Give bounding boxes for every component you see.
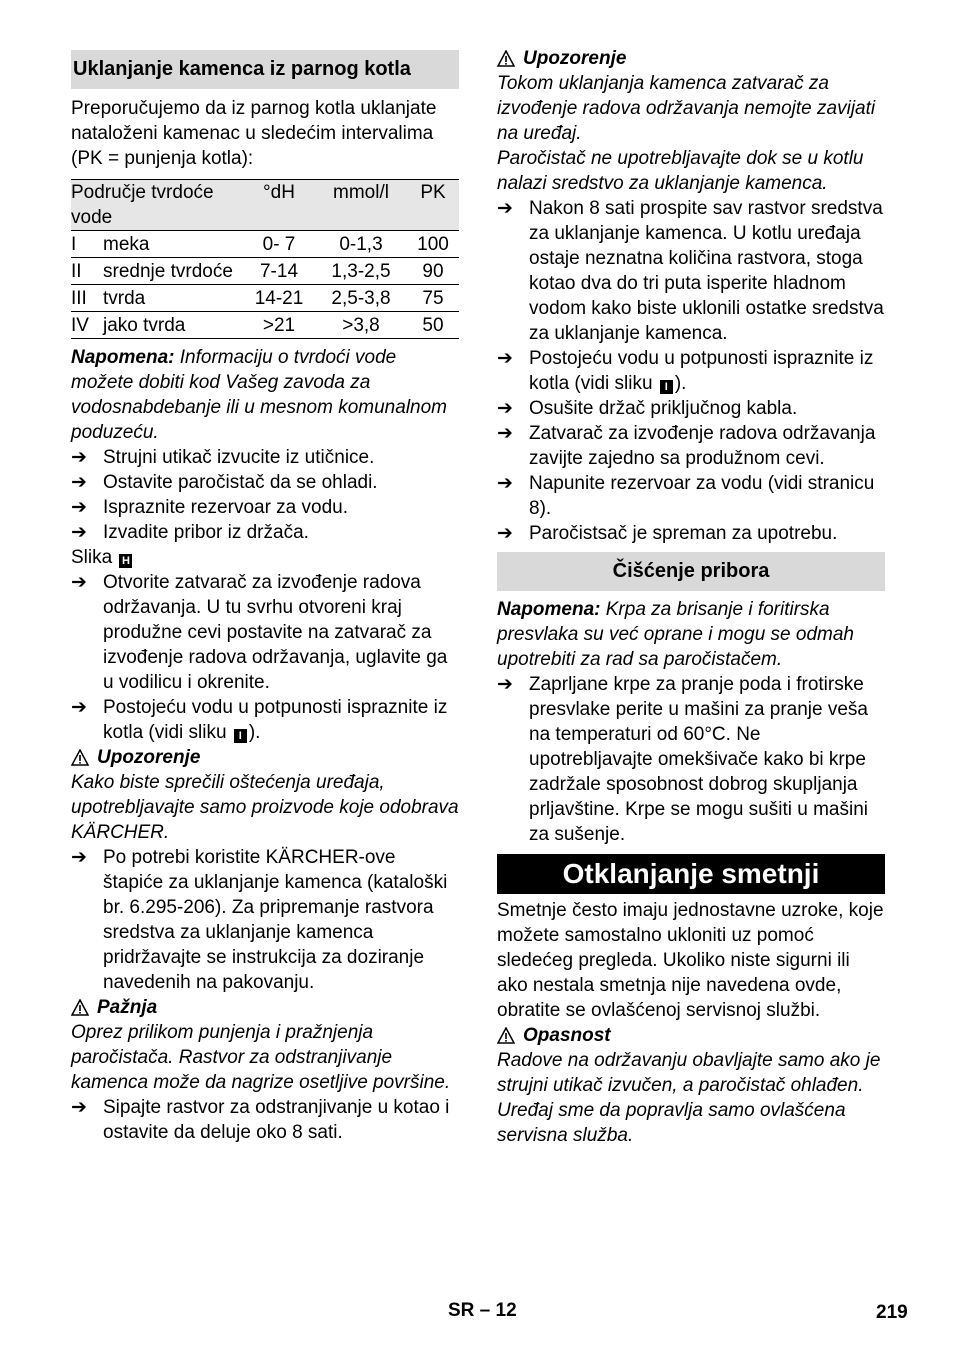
list-item [497,471,885,521]
arrow-icon: ➔ [497,348,513,369]
danger-heading [497,1023,885,1048]
step-text: Zatvarač za izvođenje radova održavanja zavijte zajedno sa produžnom cevi. [529,423,876,469]
figure-i-icon: I [660,380,673,394]
table-cell: >21 [243,312,315,339]
note-paragraph [497,597,885,672]
table-row [71,285,459,312]
list-item [71,695,459,745]
step-text: Po potrebi koristite KÄRCHER-ove štapiće za uklanjanje kamenca (kataloški br. 6.295-206). Za pripremanje rastvora sredstva za uklanjanje kamenca pridržavajte se instrukcija za doziranje navedenih na pakovanju. [103,847,448,993]
arrow-icon: ➔ [71,472,87,493]
arrow-icon: ➔ [497,423,513,444]
section-heading-descaling: Uklanjanje kamenca iz parnog kotla [71,50,459,89]
figure-reference [71,545,459,570]
table-row [71,312,459,339]
arrow-icon: ➔ [71,697,87,718]
page-number: 219 [876,1302,908,1323]
table-cell: 75 [407,285,459,312]
water-hardness-table [71,179,459,339]
table-cell: jako tvrda [103,312,243,339]
table-header-row [71,180,459,231]
table-row [71,258,459,285]
danger-title: Opasnost [523,1025,611,1046]
warning-heading [71,745,459,770]
figure-i-icon: I [234,729,247,743]
step-text: Otvorite zatvarač za izvođenje radova održavanja. U tu svrhu otvoreni kraj produžne cevi postavite na zatvarač za izvođenje radova održavanja, uglavite ga u vodilicu i okrenite. [103,572,448,693]
arrow-icon: ➔ [497,473,513,494]
step-text: Zaprljane krpe za pranje poda i frotirske presvlake perite u mašini za pranje veša na temperaturi od 60°C. Ne upotrebljavajte omekšivače kako bi krpe zadržale sposobnost dobrog skupljanja prljavštine. Krpe se mogu sušiti u mašini za sušenje. [529,674,869,845]
list-item [497,196,885,346]
list-item [497,421,885,471]
note-text: Informaciju o tvrdoći vode možete dobiti kod Vašeg zavoda za vodosnabdebanje ili u mesnom komunalnom poduzeću. [71,347,448,443]
table-cell: tvrda [103,285,243,312]
note-text: Krpa za brisanje i foritirska presvlaka su već oprane i mogu se odmah upotrebiti za rad sa paročistačem. [497,599,854,670]
warning-title: Upozorenje [97,747,201,768]
list-item [71,1095,459,1145]
arrow-icon: ➔ [71,447,87,468]
list-item [497,521,885,546]
table-cell: III [71,285,103,312]
table-cell: 2,5-3,8 [315,285,407,312]
step-text: Sipajte rastvor za odstranjivanje u kotao i ostavite da deluje oko 8 sati. [103,1097,450,1143]
header-mmol: mmol/l [315,180,407,231]
danger-text: Radove na održavanju obavljajte samo ako je strujni utikač izvučen, a paročistač ohlađen. [497,1050,881,1096]
table-row [71,231,459,258]
list-item [71,470,459,495]
step-text: Strujni utikač izvucite iz utičnice. [103,447,375,468]
warning-triangle-icon [71,749,89,766]
table-cell: 1,3-2,5 [315,258,407,285]
danger-text: Uređaj sme da popravlja samo ovlašćena servisna služba. [497,1100,846,1146]
list-item [71,445,459,470]
table-cell: >3,8 [315,312,407,339]
table-cell: 90 [407,258,459,285]
list-item [71,495,459,520]
table-cell: meka [103,231,243,258]
header-hardness: Područje tvrdoće vode [71,180,243,231]
left-column [71,50,459,1145]
arrow-icon: ➔ [71,497,87,518]
step-text: Nakon 8 sati prospite sav rastvor sredstva za uklanjanje kamenca. U kotlu uređaja ostaje neznatna količina rastvora, stoga kotao dva do tri puta isperite hladnom vodom kako biste uklonili ostatke sredstva za uklanjanje kamenca. [529,198,884,344]
note-paragraph [71,345,459,445]
arrow-icon: ➔ [497,523,513,544]
warning-triangle-icon [497,50,515,67]
arrow-icon: ➔ [71,572,87,593]
caution-heading [71,995,459,1020]
caution-title: Pažnja [97,997,158,1018]
arrow-icon: ➔ [497,198,513,219]
caution-text: Oprez prilikom punjenja i pražnjenja paročistača. Rastvor za odstranjivanje kamenca može da nagrize osetljive površine. [71,1022,451,1093]
intro-paragraph: Preporučujemo da iz parnog kotla uklanjate nataloženi kamenac u sledećim intervalima (PK = punjenja kotla): [71,98,437,169]
list-item [71,570,459,695]
list-item [71,845,459,995]
figure-h-icon: H [119,554,132,568]
header-dh: °dH [243,180,315,231]
table-cell: 100 [407,231,459,258]
warning-text: Tokom uklanjanja kamenca zatvarač za izvođenje radova održavanja nemojte zavijati na uređaj. [497,73,876,144]
table-cell: II [71,258,103,285]
table-cell: IV [71,312,103,339]
table-cell: srednje tvrdoće [103,258,243,285]
list-item [497,346,885,396]
table-cell: 7-14 [243,258,315,285]
warning-text: Paročistač ne upotrebljavajte dok se u kotlu nalazi sredstvo za uklanjanje kamenca. [497,148,864,194]
table-cell: 50 [407,312,459,339]
table-cell: 14-21 [243,285,315,312]
warning-text: Kako biste sprečili oštećenja uređaja, upotrebljavajte samo proizvode koje odobrava KÄRCHER. [71,772,459,843]
section-heading-troubleshooting: Otklanjanje smetnji [497,854,885,894]
step-text: Paročistsač je spreman za upotrebu. [529,523,838,544]
right-column [497,46,885,1148]
step-text: Postojeću vodu u potpunosti ispraznite iz kotla (vidi sliku [529,348,874,394]
step-text: Ostavite paročistač da se ohladi. [103,472,378,493]
table-cell: 0-1,3 [315,231,407,258]
arrow-icon: ➔ [71,847,87,868]
step-text: Napunite rezervoar za vodu (vidi stranicu 8). [529,473,875,519]
header-pk: PK [407,180,459,231]
figure-label: Slika [71,547,113,568]
arrow-icon: ➔ [71,522,87,543]
note-label: Napomena: [71,347,175,368]
arrow-icon: ➔ [497,398,513,419]
arrow-icon: ➔ [71,1097,87,1118]
warning-heading [497,46,885,71]
step-text-end: ). [674,373,687,394]
list-item [497,672,885,847]
step-text: Izvadite pribor iz držača. [103,522,309,543]
step-text-end: ). [248,722,261,743]
step-text: Ispraznite rezervoar za vodu. [103,497,349,518]
footer-section-label: SR – 12 [448,1300,517,1321]
warning-title: Upozorenje [523,48,627,69]
step-text: Osušite držač priključnog kabla. [529,398,798,419]
table-cell: 0- 7 [243,231,315,258]
step-text: Postojeću vodu u potpunosti ispraznite iz kotla (vidi sliku [103,697,448,743]
troubleshooting-paragraph: Smetnje često imaju jednostavne uzroke, koje možete samostalno ukloniti uz pomoć sledećeg pregleda. Ukoliko niste sigurni ili ako nestala smetnja nije navedena ovde, obratite se ovlašćenoj servisnoj službi. [497,900,884,1021]
list-item [71,520,459,545]
list-item [497,396,885,421]
note-label: Napomena: [497,599,601,620]
arrow-icon: ➔ [497,674,513,695]
warning-triangle-icon [71,999,89,1016]
warning-triangle-icon [497,1027,515,1044]
table-cell: I [71,231,103,258]
section-heading-cleaning: Čišćenje pribora [497,552,885,591]
